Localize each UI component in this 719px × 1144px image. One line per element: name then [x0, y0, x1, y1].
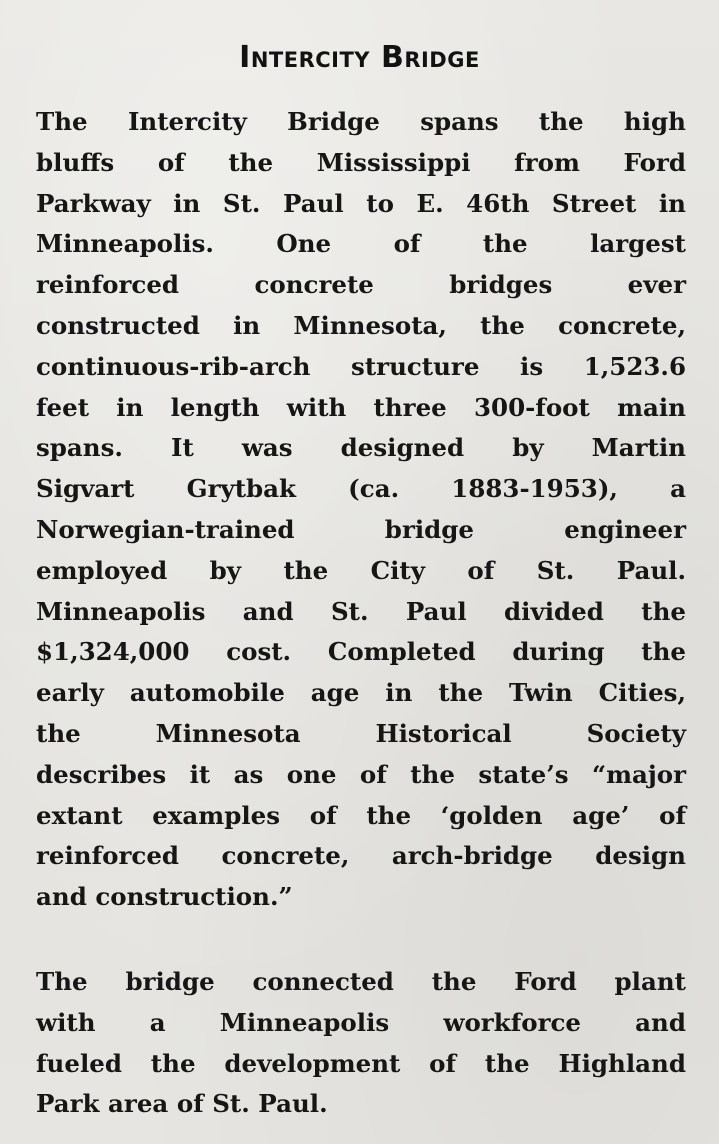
- text-line: early automobile age in the Twin Cities,: [36, 678, 686, 708]
- text-line: describes it as one of the state’s “major: [36, 759, 686, 789]
- text-line: and construction.”: [36, 882, 293, 912]
- text-line: The Intercity Bridge spans the high: [36, 107, 686, 136]
- text-line: spans. It was designed by Martin: [36, 433, 686, 463]
- text-line: Parkway in St. Paul to E. 46th Street in: [36, 188, 686, 218]
- text-line: continuous-rib-arch structure is 1,523.6: [36, 351, 686, 381]
- text-line: with a Minneapolis workforce and: [36, 1007, 686, 1037]
- sign-paragraph-history: [36, 102, 686, 918]
- text-line: Sigvart Grytbak (ca. 1883-1953), a: [36, 474, 686, 504]
- text-line: feet in length with three 300-foot main: [36, 392, 686, 422]
- text-line: The bridge connected the Ford plant: [36, 967, 686, 996]
- sign-title: Intercity Bridge: [239, 40, 480, 75]
- text-line: $1,324,000 cost. Completed during the: [36, 637, 686, 667]
- text-line: the Minnesota Historical Society: [36, 718, 686, 748]
- text-line: bluffs of the Mississippi from Ford: [36, 147, 686, 177]
- text-line: Minneapolis and St. Paul divided the: [36, 596, 686, 626]
- sign-paragraph-impact: [36, 962, 686, 1125]
- text-line: reinforced concrete, arch-bridge design: [36, 841, 686, 871]
- text-line: fueled the development of the Highland: [36, 1048, 686, 1078]
- text-line: employed by the City of St. Paul.: [36, 555, 686, 585]
- text-line: extant examples of the ‘golden age’ of: [36, 800, 686, 830]
- text-line: constructed in Minnesota, the concrete,: [36, 310, 686, 340]
- text-line: Park area of St. Paul.: [36, 1089, 328, 1119]
- text-line: Minneapolis. One of the largest: [36, 229, 686, 259]
- text-line: Norwegian-trained bridge engineer: [36, 514, 686, 544]
- text-line: reinforced concrete bridges ever: [36, 270, 686, 300]
